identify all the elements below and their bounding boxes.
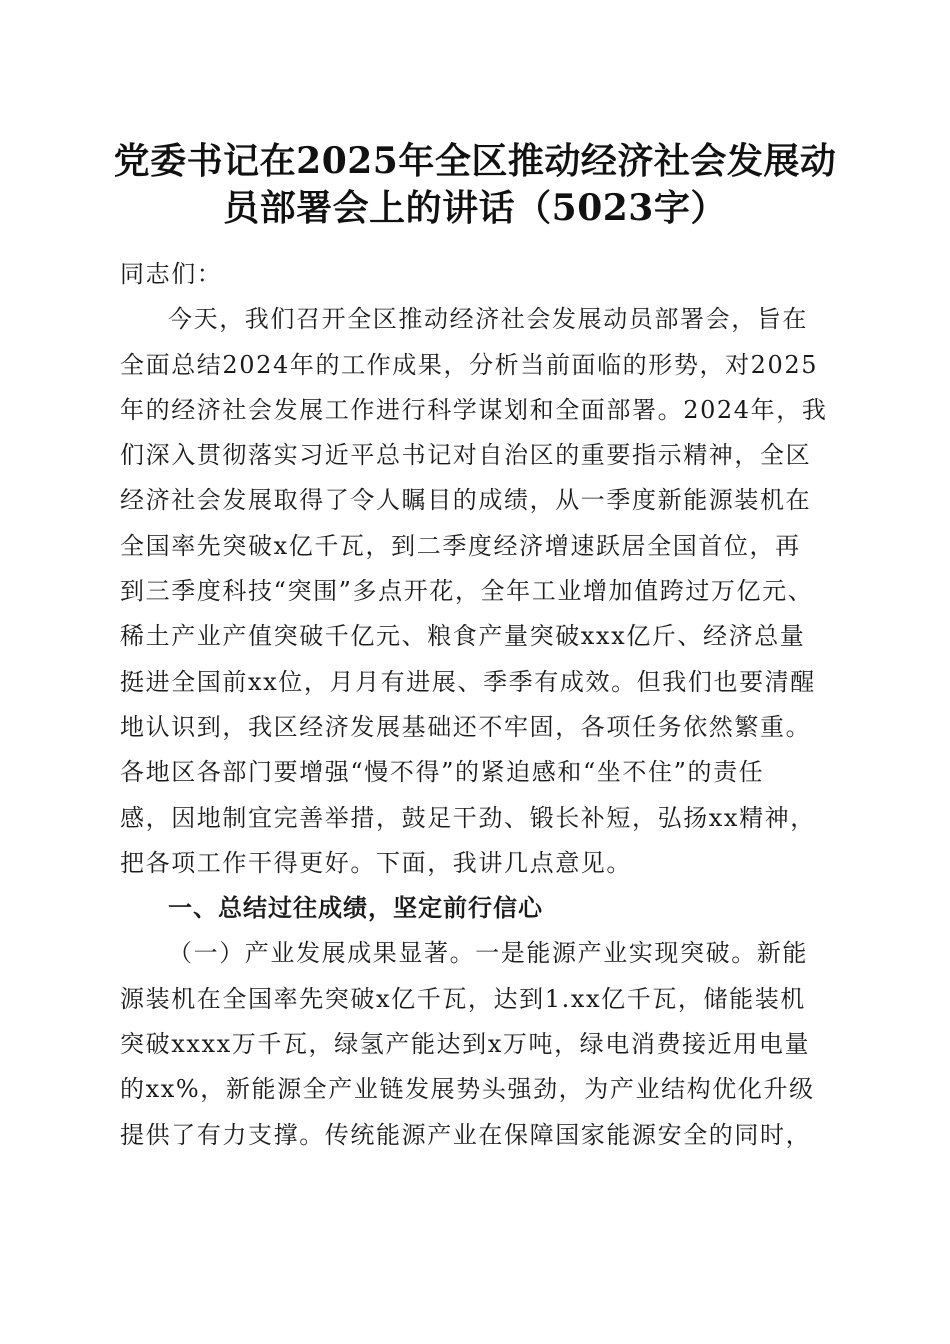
paragraph-line: 年的经济社会发展工作进行科学谋划和全面部署。2024年，我 bbox=[120, 395, 828, 424]
paragraph-line: 全面总结2024年的工作成果，分析当前面临的形势，对2025 bbox=[120, 350, 819, 379]
paragraph-line: 今天，我们召开全区推动经济社会发展动员部署会，旨在 bbox=[168, 305, 808, 334]
paragraph-line: 感，因地制宜完善举措，鼓足干劲、锻长补短，弘扬xx精神， bbox=[120, 803, 816, 832]
paragraph-line: 突破xxxx万千瓦，绿氢产能达到x万吨，绿电消费接近用电量 bbox=[120, 1030, 811, 1059]
paragraph-line: 们深入贯彻落实习近平总书记对自治区的重要指示精神，全区 bbox=[120, 441, 812, 470]
paragraph-line: 稀土产业产值突破千亿元、粮食产量突破xxx亿斤、经济总量 bbox=[120, 622, 806, 651]
paragraph-line: 各地区各部门要增强“慢不得”的紧迫感和“坐不住”的责任 bbox=[120, 758, 765, 787]
paragraph-line: 到三季度科技“突围”多点开花，全年工业增加值跨过万亿元、 bbox=[120, 577, 814, 606]
document-body bbox=[120, 252, 832, 1158]
paragraph-line: 挺进全国前xx位，月月有进展、季季有成效。但我们也要清醒 bbox=[120, 667, 816, 696]
section-heading: 一、总结过往成绩，坚定前行信心 bbox=[168, 894, 543, 923]
paragraph-line: 提供了有力支撑。传统能源产业在保障国家能源安全的同时， bbox=[120, 1120, 812, 1149]
paragraph-line: 源装机在全国率先突破x亿千瓦，达到1.xx亿千瓦，储能装机 bbox=[120, 984, 806, 1013]
paragraph-line: 地认识到，我区经济发展基础还不牢固，各项任务依然繁重。 bbox=[120, 712, 812, 741]
title-line-1: 党委书记在2025年全区推动经济社会发展动 bbox=[113, 140, 837, 182]
paragraph-line: 的xx%，新能源全产业链发展势头强劲，为产业结构优化升级 bbox=[120, 1075, 815, 1104]
paragraph-line: （一）产业发展成果显著。一是能源产业实现突破。新能 bbox=[168, 939, 808, 968]
paragraph-line: 把各项工作干得更好。下面，我讲几点意见。 bbox=[120, 848, 632, 877]
salutation: 同志们： bbox=[120, 260, 223, 288]
title-line-2: 员部署会上的讲话（5023字） bbox=[223, 187, 727, 229]
paragraph-line: 经济社会发展取得了令人瞩目的成绩，从一季度新能源装机在 bbox=[120, 486, 812, 515]
page-title bbox=[80, 138, 870, 232]
paragraph-line: 全国率先突破x亿千瓦，到二季度经济增速跃居全国首位，再 bbox=[120, 531, 801, 560]
